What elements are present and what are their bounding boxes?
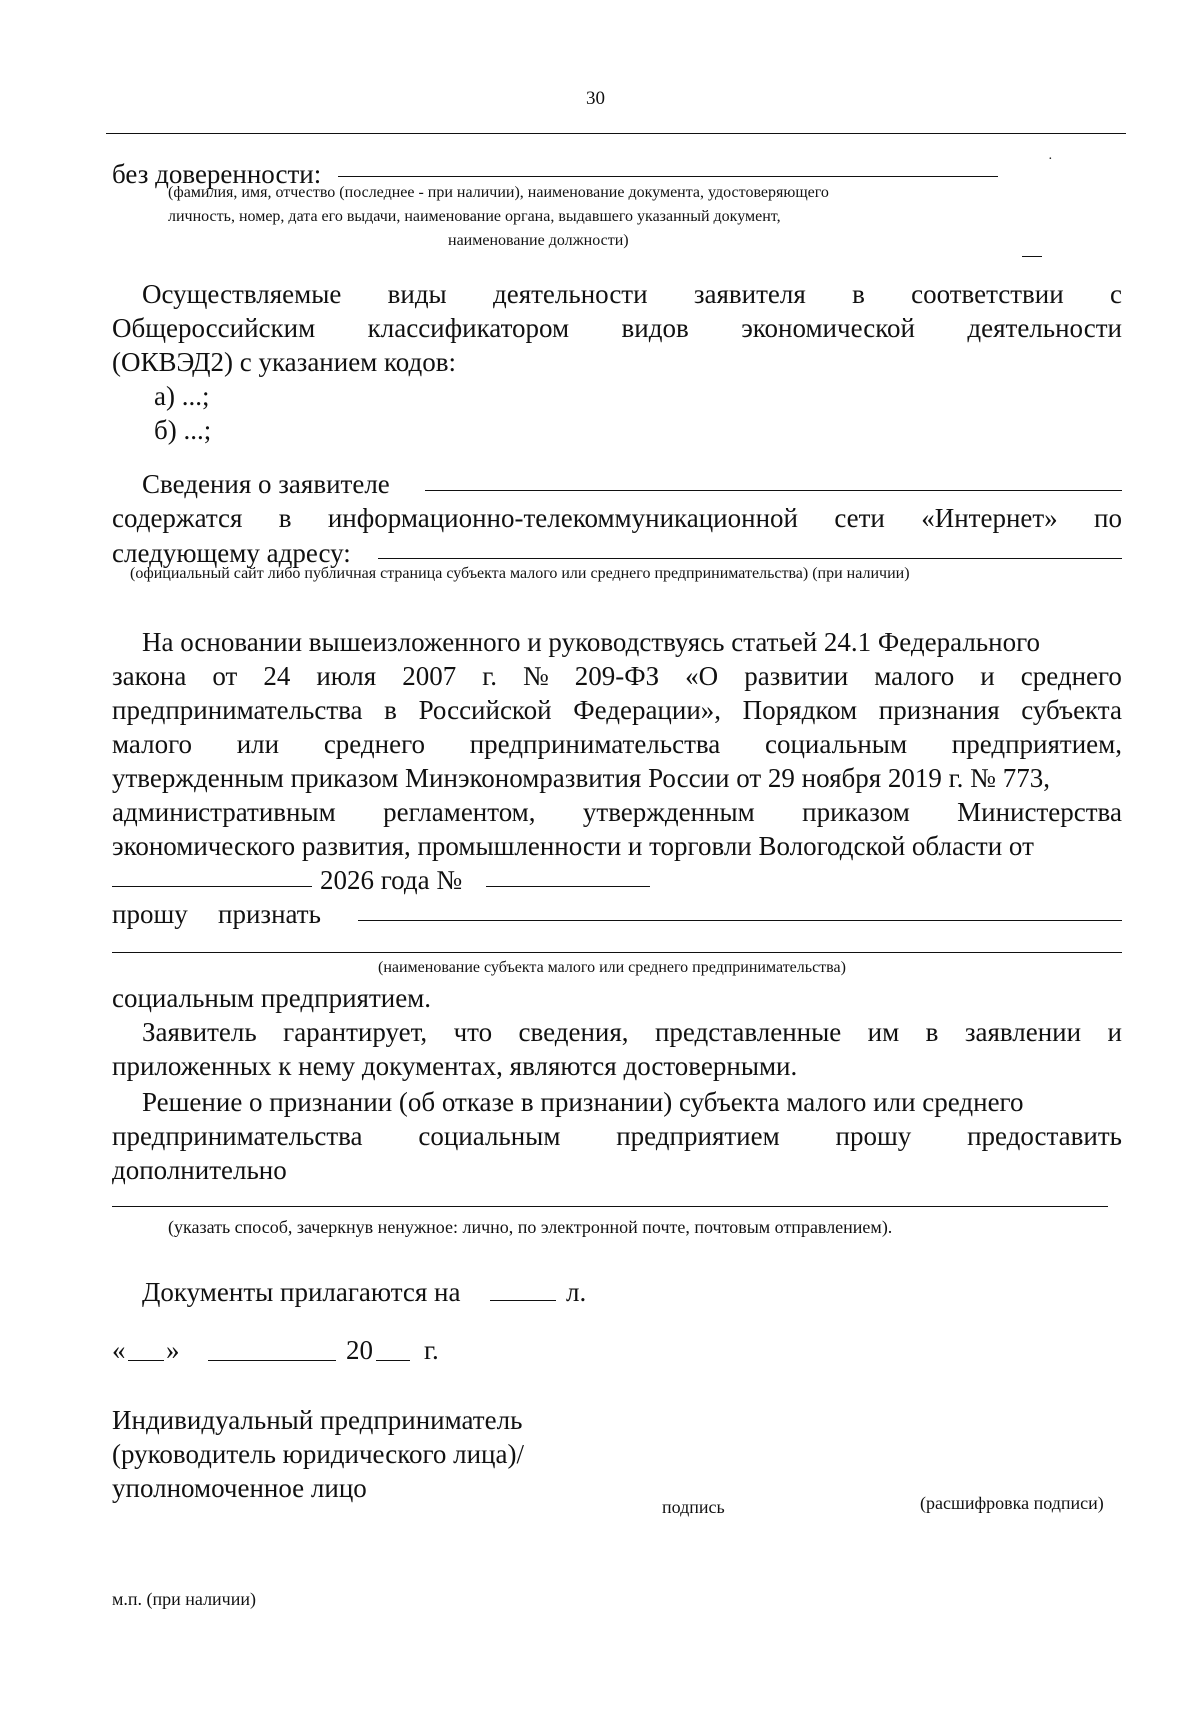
- word: приказом: [802, 797, 910, 827]
- proxy-blank: [338, 176, 998, 177]
- word: «Интернет»: [921, 503, 1058, 533]
- order-number-blank: [486, 886, 650, 887]
- word: регламентом,: [383, 797, 536, 827]
- word: классификатором: [367, 313, 570, 343]
- word: заявлении: [964, 1017, 1082, 1047]
- word: заявителя: [693, 279, 806, 309]
- proxy-note-2: личность, номер, дата его выдачи, наименование органа, выдавшего указанный документ,: [168, 208, 781, 225]
- internet-line-2: [112, 502, 1122, 535]
- word: предпринимательства: [112, 695, 363, 725]
- word: и: [980, 661, 995, 691]
- word: предпринимательства: [469, 729, 721, 759]
- request-word-2: признать: [218, 899, 321, 929]
- word: Общероссийским: [112, 313, 316, 343]
- basis-line-1: На основании вышеизложенного и руководствуясь статьей 24.1 Федерального: [142, 627, 1040, 657]
- activity-item-a: а) ...;: [154, 381, 210, 411]
- word: деятельности: [967, 313, 1122, 343]
- word: от: [212, 661, 238, 691]
- word: и: [1107, 1017, 1122, 1047]
- word: июля: [316, 661, 377, 691]
- signature-decryption-label: (расшифровка подписи): [920, 1493, 1104, 1513]
- guarantee-line-2: приложенных к нему документах, являются достоверными.: [112, 1051, 798, 1081]
- request-word-1: прошу: [112, 899, 188, 929]
- word: в: [278, 503, 292, 533]
- word: гарантирует,: [283, 1017, 428, 1047]
- decision-line-2: [112, 1120, 1122, 1153]
- word: Осуществляемые: [142, 279, 342, 309]
- word: признания: [878, 695, 1000, 725]
- word: деятельности: [492, 279, 648, 309]
- word: предприятием,: [951, 729, 1122, 759]
- word: предоставить: [967, 1121, 1122, 1151]
- word: Федерации»,: [573, 695, 722, 725]
- word: экономической: [741, 313, 915, 343]
- word: прошу: [835, 1121, 912, 1151]
- word: среднего: [323, 729, 425, 759]
- date-month-blank: [208, 1360, 336, 1361]
- activity-item-b: б) ...;: [154, 415, 212, 445]
- short-dash: [1022, 256, 1042, 257]
- documents-suffix: л.: [566, 1277, 587, 1307]
- basis-line-2: [112, 660, 1122, 693]
- word: среднего: [1020, 661, 1122, 691]
- word: содержатся: [112, 503, 243, 533]
- order-date-blank: [112, 886, 312, 887]
- word: административным: [112, 797, 336, 827]
- date-year-blank: [376, 1360, 410, 1361]
- word: представленные: [654, 1017, 842, 1047]
- word: с: [1109, 279, 1122, 309]
- method-blank: [112, 1206, 1108, 1207]
- word: виды: [387, 279, 447, 309]
- word: субъекта: [1021, 695, 1122, 725]
- signature-label: подпись: [662, 1497, 725, 1517]
- basis-line-5: утвержденным приказом Минэкономразвития России от 29 ноября 2019 г. № 773,: [112, 763, 1050, 793]
- stray-mark: ·: [1048, 152, 1053, 167]
- word: малого: [874, 661, 955, 691]
- proxy-note-3: наименование должности): [448, 232, 629, 249]
- date-year-suffix: г.: [424, 1335, 439, 1365]
- word: предприятием: [616, 1121, 780, 1151]
- word: №: [523, 661, 549, 691]
- word: информационно-телекоммуникационной: [327, 503, 798, 533]
- decision-line-1: Решение о признании (об отказе в признании) субъекта малого или среднего: [142, 1087, 1024, 1117]
- date-close-quote: »: [166, 1335, 180, 1365]
- signatory-line-2: (руководитель юридического лица)/: [112, 1439, 524, 1469]
- stamp-label: м.п. (при наличии): [112, 1589, 256, 1609]
- word: социальным: [418, 1121, 561, 1151]
- word: в: [925, 1017, 939, 1047]
- activities-line-3: (ОКВЭД2) с указанием кодов:: [112, 347, 456, 377]
- proxy-note-1: (фамилия, имя, отчество (последнее - при наличии), наименование документа, удостоверяющего: [168, 184, 829, 201]
- basis-line-7: экономического развития, промышленности и торговли Вологодской области от: [112, 831, 1034, 861]
- address-label: следующему адресу:: [112, 538, 351, 568]
- proxy-label: без доверенности:: [112, 159, 322, 189]
- word: в: [852, 279, 865, 309]
- internet-blank: [425, 490, 1122, 491]
- word: предпринимательства: [112, 1121, 363, 1151]
- word: закона: [112, 661, 187, 691]
- word: видов: [621, 313, 689, 343]
- address-note: (официальный сайт либо публичная страница субъекта малого или среднего предпринимательства) (при наличии): [130, 565, 910, 582]
- entity-blank-1: [358, 920, 1122, 921]
- word: 24: [263, 661, 291, 691]
- word: малого: [112, 729, 192, 759]
- word: Министерства: [957, 797, 1122, 827]
- word: Российской: [418, 695, 552, 725]
- word: соответствии: [911, 279, 1064, 309]
- basis-line-4: [112, 728, 1122, 761]
- word: утвержденным: [582, 797, 755, 827]
- word: сети: [834, 503, 885, 533]
- word: социальным: [764, 729, 908, 759]
- internet-label: Сведения о заявителе: [142, 469, 390, 499]
- word: что: [453, 1017, 493, 1047]
- word: им: [867, 1017, 900, 1047]
- date-open-quote: «: [112, 1335, 126, 1365]
- page-number: 30: [586, 88, 605, 109]
- activities-line-2: [112, 312, 1122, 345]
- word: Заявитель: [142, 1017, 257, 1047]
- word: в: [384, 695, 397, 725]
- method-note: (указать способ, зачеркнув ненужное: лично, по электронной почте, почтовым отправлением).: [168, 1217, 893, 1237]
- activities-line-1: [142, 278, 1122, 311]
- decision-line-3: дополнительно: [112, 1155, 287, 1185]
- basis-line-6: [112, 796, 1122, 829]
- word: сведения,: [518, 1017, 629, 1047]
- word: Порядком: [742, 695, 858, 725]
- signatory-line-1: Индивидуальный предприниматель: [112, 1405, 523, 1435]
- basis-line-3: [112, 694, 1122, 727]
- word: г.: [482, 661, 497, 691]
- entity-blank-2: [112, 952, 1122, 953]
- basis-line-after: социальным предприятием.: [112, 983, 432, 1013]
- documents-prefix: Документы прилагаются на: [142, 1277, 461, 1307]
- word: 209-ФЗ: [574, 661, 660, 691]
- word: развитии: [744, 661, 849, 691]
- word: по: [1094, 503, 1122, 533]
- entity-note: (наименование субъекта малого или среднего предпринимательства): [378, 959, 846, 976]
- documents-count-blank: [490, 1300, 556, 1301]
- word: «О: [685, 661, 719, 691]
- header-rule: [106, 133, 1126, 134]
- signatory-line-3: уполномоченное лицо: [112, 1473, 367, 1503]
- word: или: [236, 729, 280, 759]
- date-year-prefix: 20: [346, 1335, 373, 1365]
- word: 2007: [402, 661, 457, 691]
- order-year-text: 2026 года №: [320, 865, 463, 895]
- date-day-blank: [128, 1360, 164, 1361]
- address-blank: [378, 558, 1122, 559]
- guarantee-line-1: [142, 1016, 1122, 1049]
